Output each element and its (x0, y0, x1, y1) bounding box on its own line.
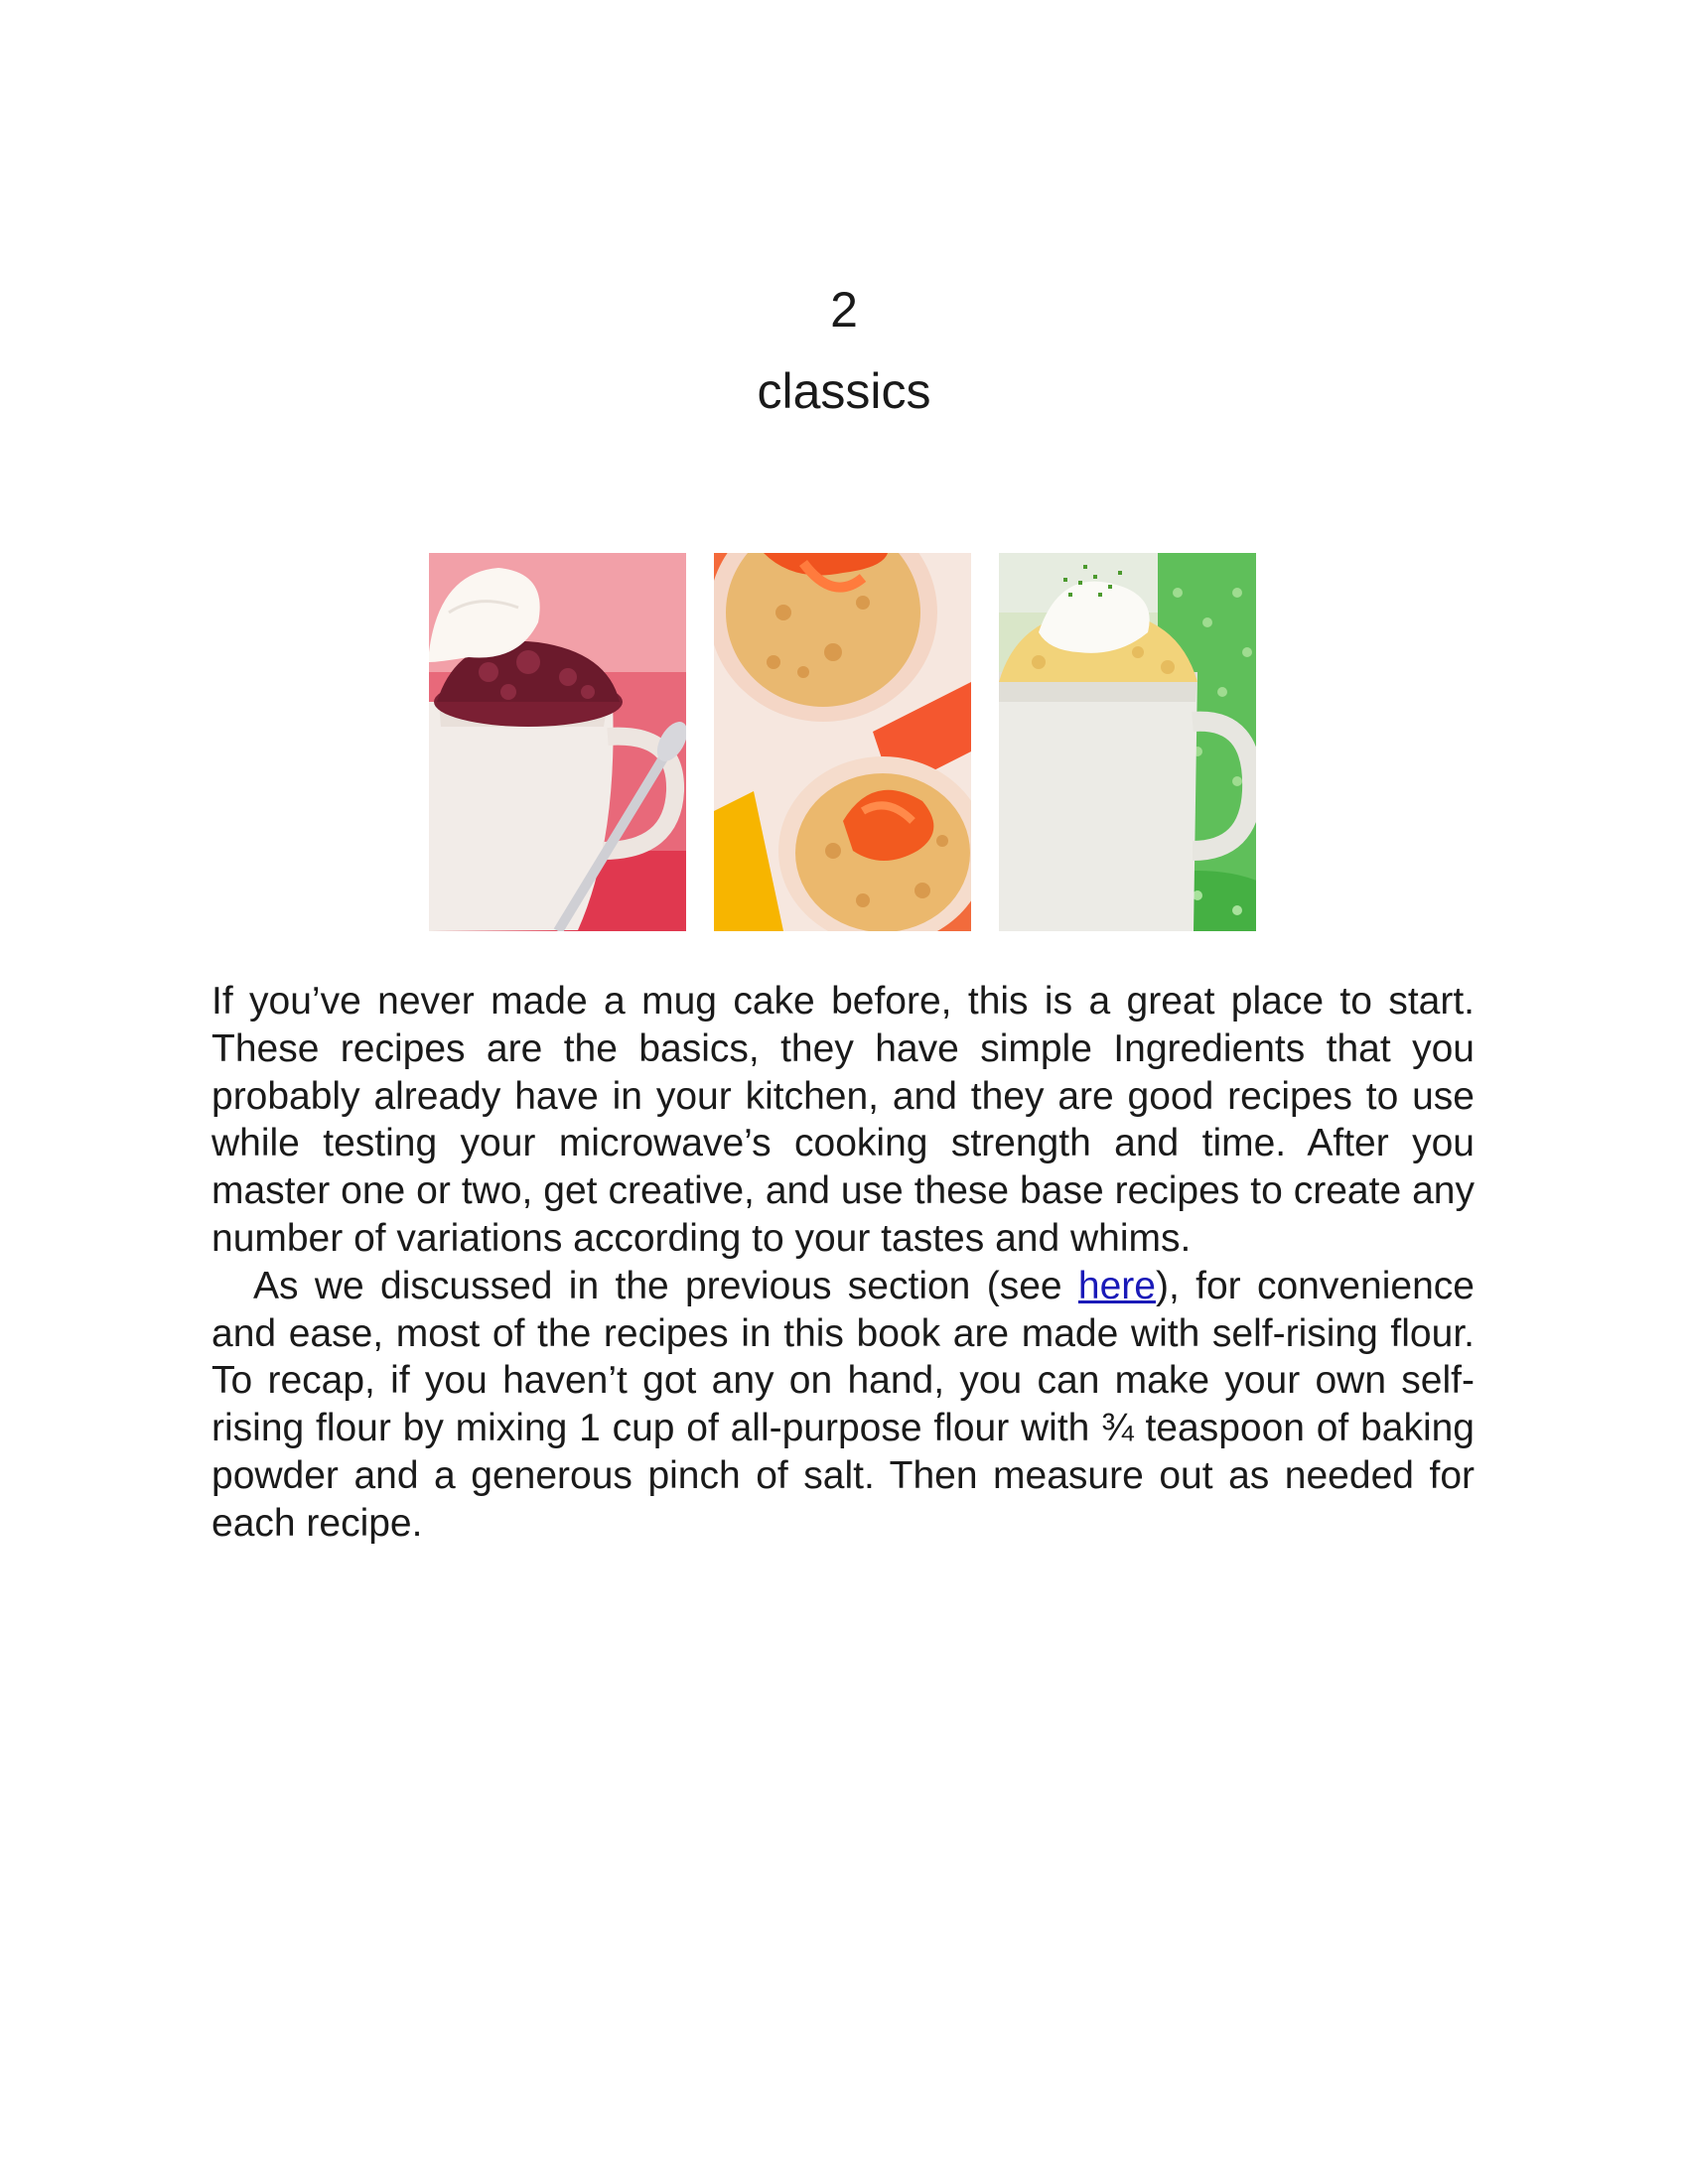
photo-strip (429, 553, 1259, 931)
flour-paragraph-text-end: ), for convenience and ease, most of the recipes in this book are made with self-rising flour. To recap, if you haven’t got any on hand, you can make your own self-rising flour by mixing 1 cup of all-purpose flour with ¾ teaspoon of baking powder and a generous pinch of salt. Then measure out as needed for each recipe. (211, 1264, 1475, 1545)
orange-mug-cakes-photo (714, 553, 971, 931)
flour-paragraph-text-start: As we discussed in the previous section (see (253, 1264, 1078, 1307)
chapter-title: classics (757, 363, 931, 419)
intro-paragraph: If you’ve never made a mug cake before, this is a great place to start. These recipes are the basics, they have simple Ingredients that you probably already have in your kitchen, and they are good recipes to use while testing your microwave’s cooking strength and time. After you master one or two, get creative, and use these base recipes to create any number of variations according to your tastes and whims. (211, 980, 1475, 1260)
chapter-number: 2 (830, 282, 858, 338)
body-text (211, 978, 1475, 1548)
red-velvet-mug-cake-photo (429, 553, 686, 931)
flour-paragraph (211, 1263, 1475, 1548)
here-link[interactable]: here (1077, 1264, 1156, 1307)
white-mug-cake-photo (999, 553, 1256, 931)
